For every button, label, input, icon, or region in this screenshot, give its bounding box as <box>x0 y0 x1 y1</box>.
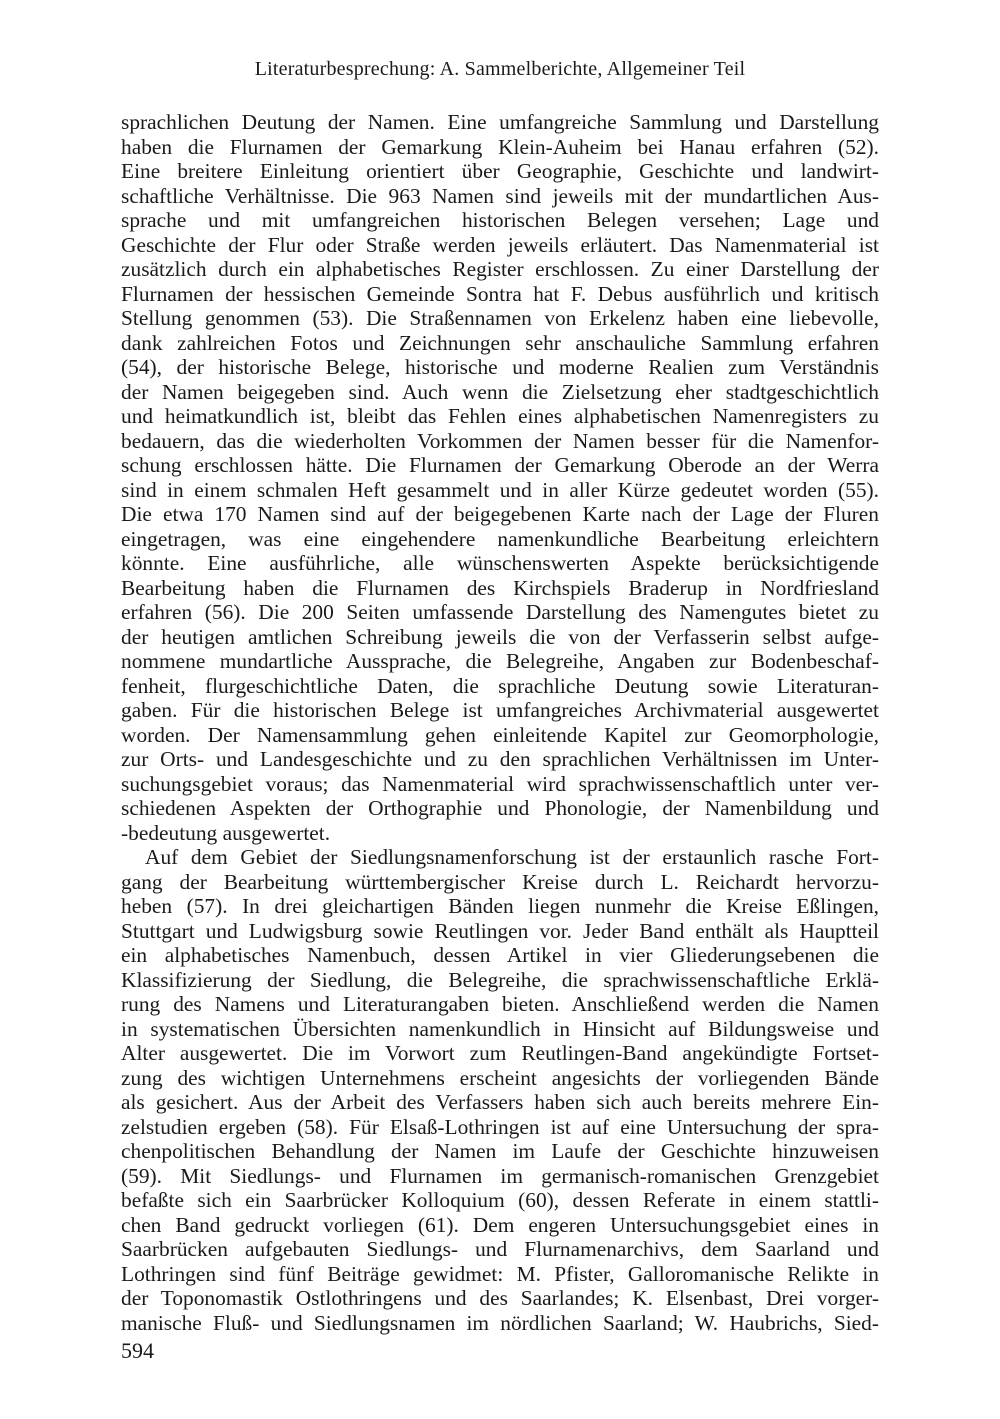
text-line: (59). Mit Siedlungs- und Flurnamen im germanisch-romanischen Grenzgebiet <box>121 1163 879 1188</box>
text-line: ein alphabetisches Namenbuch, dessen Artikel in vier Gliederungsebenen die <box>121 943 879 967</box>
text-line: worden. Der Namensammlung gehen einleitende Kapitel zur Geomorphologie, <box>121 722 879 747</box>
text-line: Geschichte der Flur oder Straße werden jeweils erläutert. Das Namenmaterial ist <box>121 232 879 257</box>
text-line: Klassifizierung der Siedlung, die Belegreihe, die sprachwissenschaftliche Erklä- <box>121 967 879 992</box>
text-line: (54), der historische Belege, historische und moderne Realien zum Verständnis <box>121 355 879 379</box>
text-line: chenpolitischen Behandlung der Namen im Laufe der Geschichte hinzuweisen <box>121 1139 879 1163</box>
text-line: eingetragen, was eine eingehendere namenkundliche Bearbeitung erleichtern <box>121 526 879 551</box>
text-line: schiedenen Aspekten der Orthographie und Phonologie, der Namenbildung und <box>121 796 879 820</box>
text-line: sind in einem schmalen Heft gesammelt und in aller Kürze gedeutet worden (55). <box>121 477 879 502</box>
page-number: 594 <box>121 1338 154 1363</box>
text-line: heben (57). In drei gleichartigen Bänden liegen nunmehr die Kreise Eßlingen, <box>121 894 879 918</box>
text-line: der heutigen amtlichen Schreibung jeweils die von der Verfasserin selbst aufge- <box>121 624 879 649</box>
running-header: Literaturbesprechung: A. Sammelberichte, Allgemeiner Teil <box>254 58 746 80</box>
text-line: erfahren (56). Die 200 Seiten umfassende Darstellung des Namengutes bietet zu <box>121 600 879 624</box>
text-line: -bedeutung ausgewertet. <box>121 820 331 845</box>
text-line: Eine breitere Einleitung orientiert über Geographie, Geschichte und landwirt- <box>121 159 879 183</box>
text-line: gang der Bearbeitung württembergischer Kreise durch L. Reichardt hervorzu- <box>121 869 879 894</box>
text-line: manische Fluß- und Siedlungsnamen im nördlichen Saarland; W. Haubrichs, Sied- <box>121 1310 879 1335</box>
text-line: zelstudien ergeben (58). Für Elsaß-Lothringen ist auf eine Untersuchung der spra- <box>121 1114 879 1139</box>
text-line: Stuttgart und Ludwigsburg sowie Reutlingen vor. Jeder Band enthält als Hauptteil <box>121 918 879 943</box>
text-line: gaben. Für die historischen Belege ist umfangreiches Archivmaterial ausgewertet <box>121 698 879 722</box>
text-line: nommene mundartliche Aussprache, die Belegreihe, Angaben zur Bodenbeschaf- <box>121 649 879 673</box>
text-line: befaßte sich ein Saarbrücker Kolloquium (60), dessen Referate in einem stattli- <box>121 1188 879 1212</box>
text-line: Saarbrücken aufgebauten Siedlungs- und Flurnamenarchivs, dem Saarland und <box>121 1237 879 1261</box>
text-line: schung erschlossen hätte. Die Flurnamen der Gemarkung Oberode an der Werra <box>121 453 879 477</box>
text-line: rung des Namens und Literaturangaben bieten. Anschließend werden die Namen <box>121 992 879 1016</box>
text-line: sprachlichen Deutung der Namen. Eine umfangreiche Sammlung und Darstellung <box>121 110 879 134</box>
text-line: Die etwa 170 Namen sind auf der beigegebenen Karte nach der Lage der Fluren <box>121 502 879 526</box>
text-line: als gesichert. Aus der Arbeit des Verfassers haben sich auch bereits mehrere Ein- <box>121 1090 879 1114</box>
paragraph <box>121 110 879 845</box>
body-text <box>121 110 879 1335</box>
text-line: dank zahlreichen Fotos und Zeichnungen sehr anschauliche Sammlung erfahren <box>121 330 879 355</box>
text-line: chen Band gedruckt vorliegen (61). Dem engeren Untersuchungsgebiet eines in <box>121 1212 879 1237</box>
text-line: zur Orts- und Landesgeschichte und zu den sprachlichen Verhältnissen im Unter- <box>121 747 879 771</box>
text-line: zusätzlich durch ein alphabetisches Register erschlossen. Zu einer Darstellung der <box>121 257 879 281</box>
paragraph <box>121 845 879 1335</box>
text-line: in systematischen Übersichten namenkundlich in Hinsicht auf Bildungsweise und <box>121 1016 879 1041</box>
text-line: fenheit, flurgeschichtliche Daten, die sprachliche Deutung sowie Literaturan- <box>121 673 879 698</box>
text-line: suchungsgebiet voraus; das Namenmaterial wird sprachwissenschaftlich unter ver- <box>121 771 879 796</box>
text-line: könnte. Eine ausführliche, alle wünschenswerten Aspekte berücksichtigende <box>121 551 879 575</box>
text-line: und heimatkundlich ist, bleibt das Fehlen eines alphabetischen Namenregisters zu <box>121 404 879 428</box>
text-line: Bearbeitung haben die Flurnamen des Kirchspiels Braderup in Nordfriesland <box>121 575 879 600</box>
text-line: zung des wichtigen Unternehmens erscheint angesichts der vorliegenden Bände <box>121 1065 879 1090</box>
text-line: sprache und mit umfangreichen historischen Belegen versehen; Lage und <box>121 208 879 232</box>
text-line: schaftliche Verhältnisse. Die 963 Namen sind jeweils mit der mundartlichen Aus- <box>121 183 879 208</box>
text-line: Alter ausgewertet. Die im Vorwort zum Reutlingen-Band angekündigte Fortset- <box>121 1041 879 1065</box>
text-line: Auf dem Gebiet der Siedlungsnamenforschung ist der erstaunlich rasche Fort- <box>145 845 879 869</box>
text-line: der Toponomastik Ostlothringens und des Saarlandes; K. Elsenbast, Drei vorger- <box>121 1286 879 1310</box>
text-line: bedauern, das die wiederholten Vorkommen der Namen besser für die Namenfor- <box>121 428 879 453</box>
text-line: haben die Flurnamen der Gemarkung Klein-Auheim bei Hanau erfahren (52). <box>121 134 879 159</box>
text-line: der Namen beigegeben sind. Auch wenn die Zielsetzung eher stadtgeschichtlich <box>121 379 879 404</box>
text-line: Flurnamen der hessischen Gemeinde Sontra hat F. Debus ausführlich und kritisch <box>121 281 879 306</box>
text-line: Lothringen sind fünf Beiträge gewidmet: M. Pfister, Galloromanische Relikte in <box>121 1261 879 1286</box>
text-line: Stellung genommen (53). Die Straßennamen von Erkelenz haben eine liebevolle, <box>121 306 879 330</box>
